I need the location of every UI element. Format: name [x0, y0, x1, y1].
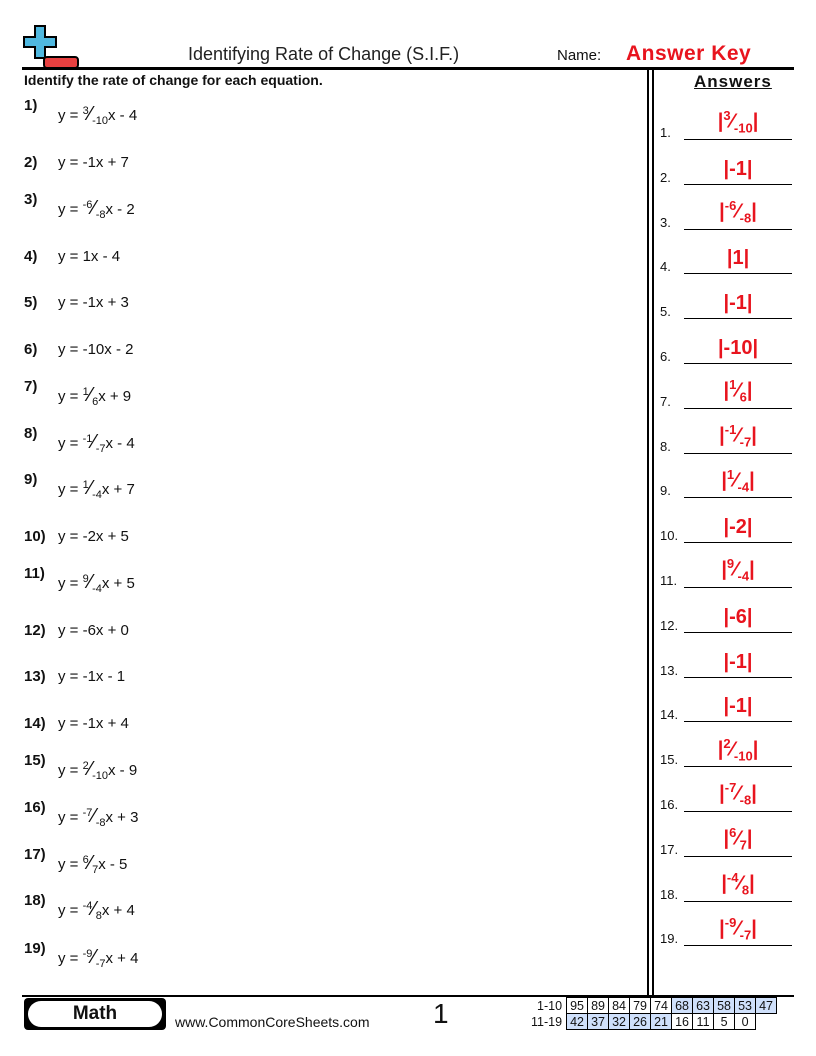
answer-value: [684, 247, 792, 270]
score-table: [528, 997, 777, 1030]
answer-numerator: -9: [724, 914, 737, 930]
answer-line: [684, 139, 792, 140]
answer-item: [660, 593, 792, 633]
abs-bar: |: [726, 247, 733, 270]
problem-item: [24, 341, 133, 358]
problem-item: [24, 622, 129, 639]
answer-number: 4.: [660, 259, 671, 275]
score-cell: 95: [567, 998, 588, 1014]
equation-rest: x + 3: [105, 809, 139, 826]
problem-number: 2): [24, 154, 38, 171]
site-url: www.CommonCoreSheets.com: [175, 1014, 370, 1030]
answer-integer: -2: [729, 516, 747, 539]
answer-numerator: 2: [723, 735, 731, 751]
answer-line: [684, 184, 792, 185]
fraction-slash: ⁄: [92, 431, 96, 453]
abs-bar: |: [721, 559, 727, 581]
answer-line: [684, 945, 792, 946]
abs-bar: |: [752, 337, 759, 359]
answer-key-label: Answer Key: [626, 42, 752, 65]
score-cell: 32: [609, 1014, 630, 1030]
answer-line: [684, 318, 792, 319]
abs-bar: |: [743, 247, 750, 270]
plus-minus-logo-icon: [22, 24, 80, 70]
answer-value: [684, 915, 792, 943]
answer-denominator: -4: [737, 479, 750, 495]
answer-item: [660, 145, 792, 185]
fraction-denominator: -4: [92, 583, 102, 595]
score-cell: 21: [651, 1014, 672, 1030]
answer-item: [660, 682, 792, 722]
equation-prefix: y =: [58, 107, 83, 124]
abs-bar: |: [749, 559, 755, 581]
answer-value: [684, 870, 792, 898]
abs-bar: |: [752, 111, 759, 133]
name-label: Name:: [557, 47, 602, 64]
abs-bar: |: [746, 157, 753, 180]
equation-prefix: y =: [58, 201, 83, 218]
equation: y = -2x + 5: [58, 528, 129, 545]
fraction-denominator: 7: [92, 864, 99, 876]
abs-bar: |: [719, 200, 725, 223]
answer-denominator: -10: [733, 121, 753, 136]
score-cell: 0: [735, 1014, 756, 1030]
score-cell: 11: [693, 1014, 714, 1030]
answer-value: [684, 198, 792, 226]
score-row: [528, 1014, 777, 1030]
score-cell: 5: [714, 1014, 735, 1030]
answer-value: [684, 606, 792, 629]
fraction-slash: ⁄: [736, 917, 740, 940]
abs-bar: |: [723, 292, 730, 315]
fraction-denominator: -7: [95, 958, 106, 970]
answer-line: [684, 408, 792, 409]
answer-item: [660, 727, 792, 767]
score-cell: 89: [588, 998, 609, 1014]
equation: y = -1x + 7: [58, 154, 129, 171]
equation-prefix: y =: [58, 902, 83, 919]
abs-bar: |: [751, 424, 757, 447]
equation-rest: x + 4: [105, 950, 139, 967]
answer-numerator: 1: [729, 377, 737, 393]
problem-item: [24, 248, 120, 265]
answer-number: 8.: [660, 438, 671, 454]
score-cell: 58: [714, 998, 735, 1014]
answer-line: [684, 856, 792, 857]
equation-prefix: y =: [58, 856, 83, 873]
answer-line: [684, 811, 792, 812]
answer-number: 3.: [660, 214, 671, 230]
problem-item: [24, 294, 129, 311]
answer-item: [660, 324, 792, 364]
answer-value: [684, 736, 792, 764]
abs-bar: |: [749, 469, 755, 492]
fraction-slash: ⁄: [736, 783, 740, 805]
fraction-slash: ⁄: [734, 559, 738, 581]
answer-numerator: 9: [726, 556, 735, 572]
fraction-slash: ⁄: [88, 103, 93, 125]
problem-number: 16): [24, 799, 46, 816]
header-divider: [22, 67, 794, 70]
abs-bar: |: [749, 872, 755, 895]
abs-bar: |: [752, 738, 759, 761]
answer-value: [684, 158, 792, 181]
answer-number: 1.: [660, 125, 671, 140]
fraction-denominator: -8: [95, 817, 106, 829]
answer-numerator: 3: [723, 108, 731, 124]
answer-denominator: -10: [733, 748, 753, 764]
abs-bar: |: [746, 827, 753, 850]
fraction-slash: ⁄: [736, 200, 740, 223]
answer-value: [684, 651, 792, 674]
score-cell: 79: [630, 998, 651, 1014]
fraction-numerator: -4: [82, 900, 93, 912]
problem-number: 9): [24, 471, 38, 488]
answer-value: [684, 292, 792, 315]
answer-value: [684, 377, 792, 405]
problem-item: [24, 892, 135, 922]
column-divider: [647, 70, 649, 995]
problem-item: [24, 668, 125, 685]
answer-integer: -1: [729, 695, 747, 718]
worksheet-title: Identifying Rate of Change (S.I.F.): [188, 44, 460, 64]
problem-item: [24, 471, 135, 501]
answer-value: [684, 695, 792, 718]
answer-value: [684, 516, 792, 539]
answer-denominator: -7: [739, 927, 752, 943]
problem-number: 10): [24, 528, 46, 545]
answer-number: 18.: [660, 886, 679, 902]
problem-item: [24, 154, 129, 171]
answer-numerator: -6: [724, 197, 737, 213]
answer-line: [684, 587, 792, 588]
answer-line: [684, 901, 792, 902]
answer-integer: -6: [729, 605, 747, 628]
fraction-denominator: -7: [95, 443, 106, 455]
instructions: Identify the rate of change for each equation.: [24, 72, 323, 88]
answer-line: [684, 273, 792, 274]
answer-number: 16.: [660, 797, 679, 812]
score-row-label: 1-10: [537, 998, 563, 1013]
answer-item: [660, 458, 792, 498]
fraction-slash: ⁄: [92, 898, 96, 920]
problem-number: 7): [24, 378, 38, 395]
score-cell: 53: [735, 998, 756, 1014]
fraction-numerator: 2: [82, 760, 89, 772]
fraction-slash: ⁄: [92, 946, 96, 968]
answer-denominator: -4: [737, 569, 750, 584]
answer-item: [660, 862, 792, 902]
abs-bar: |: [721, 469, 727, 492]
equation-rest: x - 2: [105, 201, 135, 218]
fraction-numerator: 6: [82, 854, 89, 866]
answer-number: 5.: [660, 304, 671, 320]
equation: y = -6x + 0: [58, 622, 129, 639]
problem-number: 6): [24, 341, 38, 358]
score-cell: 37: [588, 1014, 609, 1030]
abs-bar: |: [746, 695, 753, 718]
answer-line: [684, 542, 792, 543]
answer-number: 14.: [660, 707, 679, 723]
fraction-slash: ⁄: [734, 469, 738, 492]
answer-item: [660, 906, 792, 946]
fraction-numerator: 3: [82, 105, 89, 117]
abs-bar: |: [746, 292, 753, 315]
answer-value: [684, 467, 792, 495]
fraction-denominator: -10: [92, 770, 108, 782]
equation-prefix: y =: [58, 575, 83, 592]
answer-integer: -1: [729, 650, 747, 673]
abs-bar: |: [746, 650, 753, 673]
problem-number: 13): [24, 668, 46, 685]
fraction-slash: ⁄: [736, 424, 740, 447]
problem-item: [24, 191, 135, 221]
fraction-denominator: 8: [95, 910, 102, 922]
problem-number: 4): [24, 248, 38, 265]
abs-bar: |: [746, 605, 753, 628]
equation-rest: x - 4: [105, 435, 135, 452]
equation-rest: x - 5: [98, 856, 128, 873]
score-row: [528, 998, 777, 1014]
answer-number: 19.: [660, 931, 679, 947]
answer-item: [660, 100, 792, 140]
problem-number: 8): [24, 425, 38, 442]
answer-numerator: 6: [729, 825, 737, 841]
fraction-slash: ⁄: [730, 738, 734, 761]
problem-item: [24, 846, 128, 876]
problem-number: 12): [24, 622, 46, 639]
answer-item: [660, 638, 792, 678]
answer-line: [684, 363, 792, 364]
equation-rest: x - 9: [107, 762, 138, 779]
problem-number: 18): [24, 892, 46, 909]
equation-prefix: y =: [58, 950, 83, 967]
subject-label: Math: [28, 1001, 162, 1027]
score-cell: 84: [609, 998, 630, 1014]
answer-line: [684, 677, 792, 678]
answer-value: [684, 337, 792, 360]
page-number: 1: [433, 998, 449, 1029]
abs-bar: |: [723, 695, 730, 718]
problem-number: 11): [24, 565, 45, 582]
answer-value: [684, 780, 792, 808]
answer-line: [684, 497, 792, 498]
score-cell: 42: [567, 1014, 588, 1030]
answer-integer: -10: [723, 337, 753, 359]
abs-bar: |: [723, 605, 730, 628]
problem-item: [24, 97, 138, 127]
equation-rest: x + 4: [101, 902, 135, 919]
abs-bar: |: [723, 827, 730, 850]
abs-bar: |: [723, 650, 730, 673]
answer-denominator: -8: [739, 793, 752, 808]
problem-item: [24, 565, 135, 595]
fraction-slash: ⁄: [730, 111, 734, 133]
equation-rest: x + 5: [101, 575, 135, 592]
answer-denominator: 7: [739, 837, 747, 853]
answer-number: 17.: [660, 841, 679, 857]
answer-line: [684, 721, 792, 722]
answer-line: [684, 453, 792, 454]
fraction-denominator: -10: [92, 115, 108, 127]
equation: y = 1x - 4: [58, 248, 121, 265]
answer-number: 13.: [660, 662, 679, 678]
fraction-slash: ⁄: [738, 872, 742, 895]
equation-rest: x + 9: [98, 388, 132, 405]
answer-line: [684, 229, 792, 230]
problem-item: [24, 715, 129, 732]
fraction-numerator: 9: [82, 573, 89, 585]
answer-value: [684, 108, 792, 136]
answer-item: [660, 190, 792, 230]
equation: y = -1x - 1: [58, 668, 126, 685]
problem-number: 5): [24, 294, 38, 311]
problem-number: 3): [24, 191, 38, 208]
answer-integer: -1: [729, 157, 747, 180]
answer-number: 2.: [660, 169, 671, 185]
fraction-slash: ⁄: [88, 758, 93, 780]
abs-bar: |: [719, 917, 725, 940]
abs-bar: |: [723, 379, 730, 402]
answer-item: [660, 503, 792, 543]
fraction-numerator: -1: [82, 433, 93, 445]
fraction-slash: ⁄: [736, 827, 740, 850]
problem-number: 14): [24, 715, 46, 732]
equation-prefix: y =: [58, 388, 83, 405]
score-cell: 47: [756, 998, 777, 1014]
answer-integer: 1: [732, 247, 744, 270]
problem-number: 1): [24, 97, 38, 114]
fraction-denominator: -4: [92, 489, 102, 501]
answer-item: [660, 772, 792, 812]
equation: y = -10x - 2: [58, 341, 134, 358]
answer-item: [660, 279, 792, 319]
problem-item: [24, 528, 129, 545]
abs-bar: |: [746, 516, 753, 539]
answer-item: [660, 817, 792, 857]
answer-numerator: 1: [726, 466, 735, 482]
fraction-slash: ⁄: [88, 852, 93, 874]
fraction-numerator: 1: [82, 386, 89, 398]
answer-line: [684, 766, 792, 767]
fraction-slash: ⁄: [88, 477, 93, 499]
equation-rest: x + 7: [101, 481, 135, 498]
answer-denominator: 6: [739, 389, 747, 405]
answer-number: 7.: [660, 393, 671, 409]
abs-bar: |: [751, 917, 757, 940]
fraction-slash: ⁄: [92, 805, 96, 827]
abs-bar: |: [717, 738, 724, 761]
answer-line: [684, 632, 792, 633]
fraction-denominator: 6: [92, 396, 99, 408]
answer-item: [660, 369, 792, 409]
problem-item: [24, 378, 132, 408]
fraction-numerator: -6: [82, 199, 93, 211]
answer-item: [660, 548, 792, 588]
score-cell: 63: [693, 998, 714, 1014]
problem-item: [24, 940, 139, 970]
problem-item: [24, 752, 138, 782]
fraction-slash: ⁄: [92, 197, 96, 219]
answer-numerator: -4: [726, 869, 739, 885]
abs-bar: |: [721, 872, 727, 895]
fraction-slash: ⁄: [88, 571, 93, 593]
problem-number: 17): [24, 846, 46, 863]
answer-value: [684, 825, 792, 853]
answer-value: [684, 556, 792, 584]
equation: y = -1x + 4: [58, 715, 129, 732]
abs-bar: |: [719, 783, 725, 805]
problem-number: 15): [24, 752, 46, 769]
answer-numerator: -1: [724, 421, 737, 437]
answer-item: [660, 414, 792, 454]
answer-number: 9.: [660, 483, 671, 499]
equation: y = -1x + 3: [58, 294, 129, 311]
fraction-numerator: -7: [82, 807, 93, 819]
answer-denominator: -7: [739, 434, 752, 450]
answer-number: 11.: [660, 573, 678, 588]
abs-bar: |: [723, 157, 730, 180]
fraction-denominator: -8: [95, 209, 106, 221]
score-row-label: 11-19: [531, 1014, 563, 1029]
column-divider: [652, 70, 654, 995]
answer-numerator: -7: [724, 780, 737, 796]
answer-number: 10.: [660, 528, 679, 544]
fraction-slash: ⁄: [736, 379, 740, 402]
fraction-numerator: -9: [82, 948, 93, 960]
score-cell: 68: [672, 998, 693, 1014]
equation-prefix: y =: [58, 435, 83, 452]
abs-bar: |: [719, 424, 725, 447]
abs-bar: |: [751, 200, 757, 223]
answer-denominator: -8: [739, 210, 752, 226]
score-cell: 26: [630, 1014, 651, 1030]
equation-prefix: y =: [58, 762, 83, 779]
abs-bar: |: [717, 337, 724, 359]
abs-bar: |: [723, 516, 730, 539]
answer-number: 6.: [660, 349, 671, 364]
fraction-slash: ⁄: [88, 384, 93, 406]
problem-item: [24, 799, 139, 829]
answer-number: 15.: [660, 752, 679, 768]
answer-value: [684, 422, 792, 450]
answer-integer: -1: [729, 292, 747, 315]
equation-rest: x - 4: [107, 107, 138, 124]
problem-item: [24, 425, 135, 455]
abs-bar: |: [717, 111, 724, 133]
abs-bar: |: [746, 379, 753, 402]
problem-number: 19): [24, 940, 46, 957]
equation-prefix: y =: [58, 809, 83, 826]
answer-number: 12.: [660, 617, 679, 633]
abs-bar: |: [751, 783, 757, 805]
answers-heading: Answers: [694, 72, 772, 91]
score-cell: 74: [651, 998, 672, 1014]
equation-prefix: y =: [58, 481, 83, 498]
score-cell: 16: [672, 1014, 693, 1030]
answer-item: [660, 234, 792, 274]
fraction-numerator: 1: [82, 479, 89, 491]
answer-denominator: 8: [741, 882, 750, 898]
